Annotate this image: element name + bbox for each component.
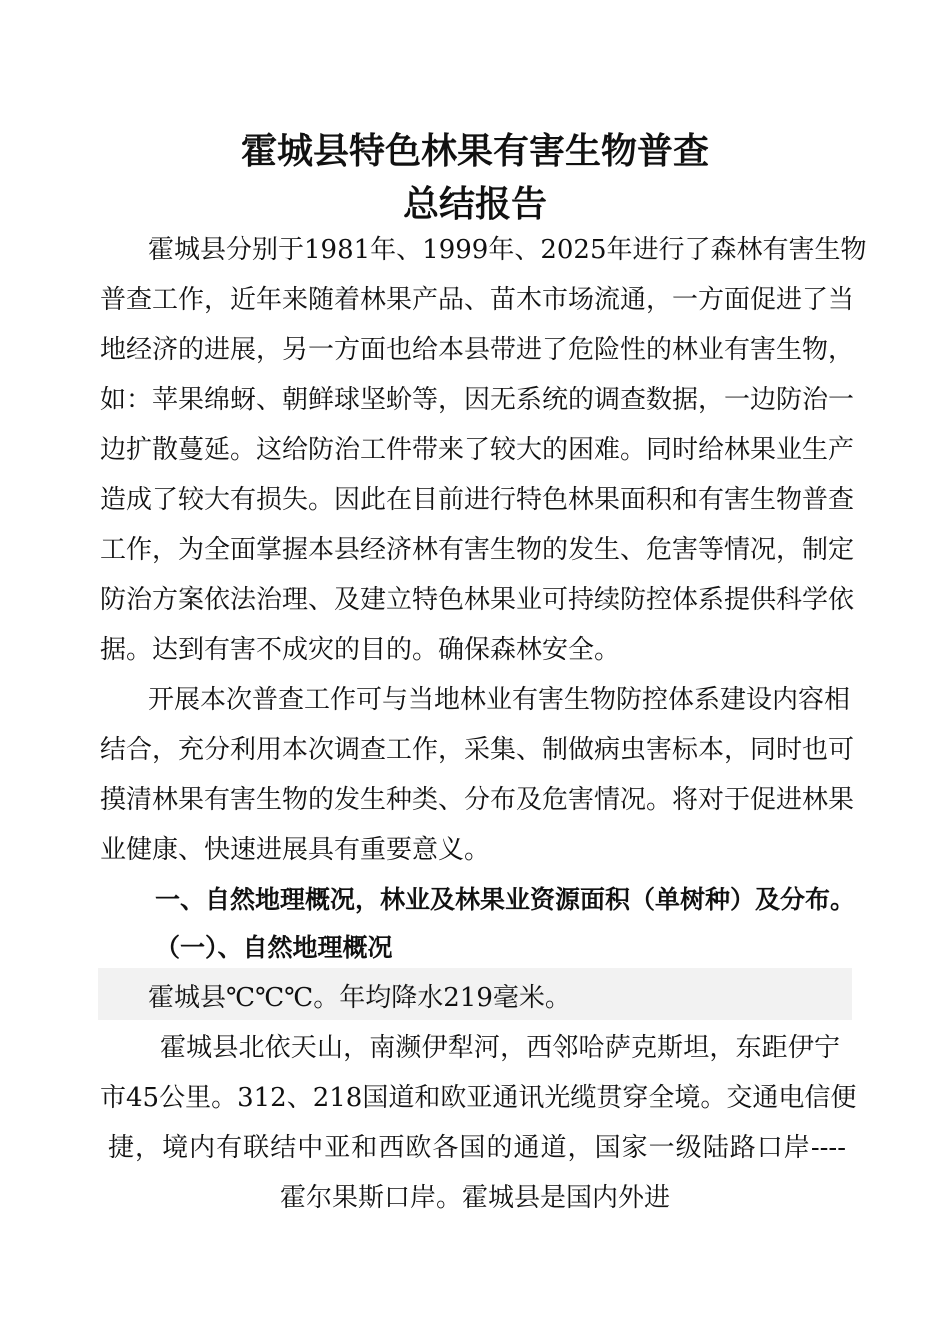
- paragraph-4-line: 霍城县北依天山，南濒伊犁河，西邻哈萨克斯坦，东距伊宁: [160, 1033, 840, 1063]
- paragraph-2-line: 开展本次普查工作可与当地林业有害生物防控体系建设内容相: [148, 685, 851, 715]
- paragraph-1-line: 地经济的进展，另一方面也给本县带进了危险性的林业有害生物，: [100, 335, 855, 365]
- paragraph-1-line: 边扩散蔓延。这给防治工件带来了较大的困难。同时给林果业生产: [100, 435, 855, 465]
- paragraph-4-line: 市45公里。312、218国道和欧亚通讯光缆贯穿全境。交通电信便: [100, 1083, 857, 1113]
- paragraph-1-line: 如：苹果绵蚜、朝鲜球坚蚧等，因无系统的调查数据，一边防治一: [100, 385, 855, 415]
- paragraph-4-line: 霍尔果斯口岸。霍城县是国内外进: [279, 1183, 670, 1213]
- document-title-line-1: 霍城县特色林果有害生物普查: [240, 131, 709, 172]
- paragraph-1-line: 霍城县分别于1981年、1999年、2025年进行了森林有害生物: [148, 235, 867, 265]
- paragraph-4-line: 捷，境内有联结中亚和西欧各国的通道，国家一级陆路口岸----: [108, 1133, 846, 1163]
- section-heading-1-1: （一）、自然地理概况: [155, 933, 393, 962]
- section-heading-1: 一、自然地理概况，林业及林果业资源面积（单树种）及分布。: [155, 885, 856, 914]
- paragraph-1-line: 造成了较大有损失。因此在目前进行特色林果面积和有害生物普查: [100, 485, 855, 515]
- paragraph-1-line: 防治方案依法治理、及建立特色林果业可持续防控体系提供科学依: [100, 585, 855, 615]
- paragraph-2-line: 业健康、快速进展具有重要意义。: [100, 835, 491, 865]
- document-title-line-2: 总结报告: [402, 184, 547, 225]
- paragraph-3: 霍城县℃℃℃。年均降水219毫米。: [148, 983, 571, 1013]
- paragraph-2-line: 结合，充分利用本次调查工作，采集、制做病虫害标本，同时也可: [100, 735, 855, 765]
- paragraph-1-line: 普查工作，近年来随着林果产品、苗木市场流通，一方面促进了当: [100, 285, 855, 315]
- paragraph-1-line: 据。达到有害不成灾的目的。确保森林安全。: [100, 635, 621, 665]
- paragraph-2-line: 摸清林果有害生物的发生种类、分布及危害情况。将对于促进林果: [100, 785, 855, 815]
- paragraph-1-line: 工作，为全面掌握本县经济林有害生物的发生、危害等情况，制定: [100, 535, 855, 565]
